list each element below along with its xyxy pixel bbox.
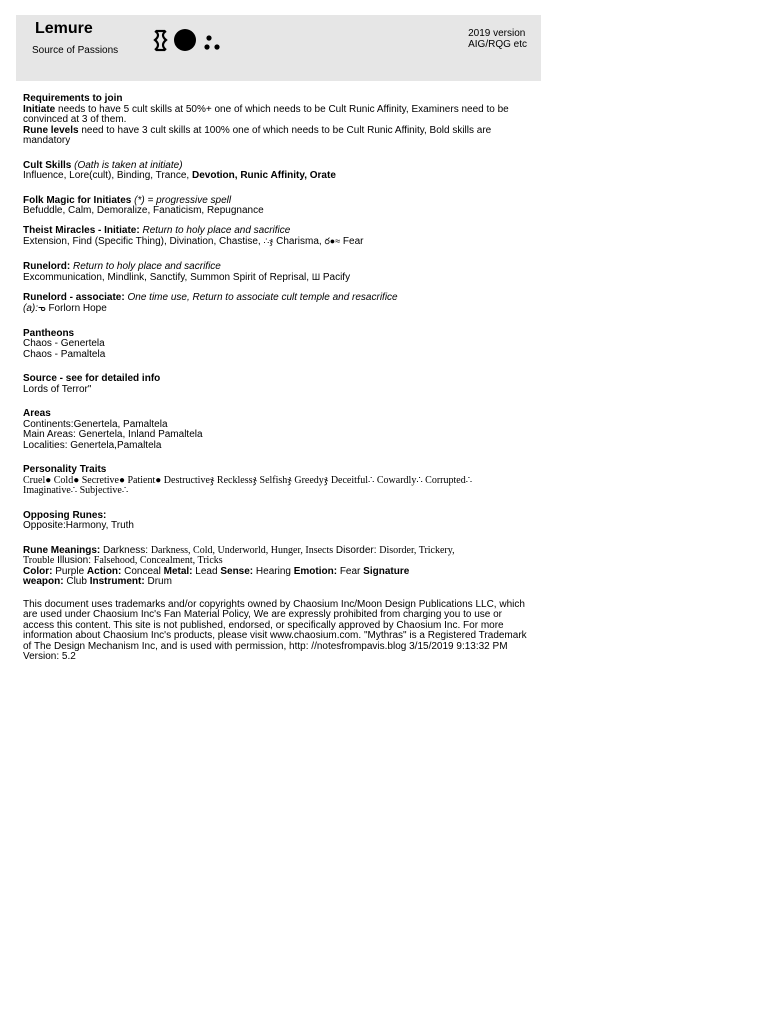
instrument-value: Drum	[144, 576, 172, 587]
initiate-label: Initiate	[23, 103, 56, 115]
folk-magic-section	[23, 196, 535, 217]
requirements-heading: Requirements to join	[23, 93, 123, 104]
emotion-label: Emotion:	[293, 565, 338, 577]
rune-icon: ᓀ	[38, 303, 46, 313]
footer-legal-text: This document uses trademarks and/or copyrights owned by Chaosium Inc/Moon Design Publications LLC, which are used under Chaosium Inc's Fan Material Policy, We are expressly prohibited from charging you to use or access this content. This site is not published, endorsed, or specifically approved by Chaosium Inc. For more information about Chaosium Inc's products, please visit www.chaosium.com. "Mythras" is a Registered Trademark of The Design Mechanism Inc, and is used with permission, http: //notesfrompavis.blog 3/15/2019 9:13:32 PM Version: 5.2	[23, 598, 527, 662]
requirements-section	[23, 94, 535, 147]
runelord-note: Return to holy place and sacrifice	[70, 260, 221, 272]
areas-continents: Continents:Genertela, Pamaltela	[23, 418, 168, 430]
rune-icon: ర●≈	[324, 236, 341, 246]
illusion-text: Falsehood, Concealment, Tricks	[93, 555, 223, 566]
rune-level-requirement	[23, 126, 535, 147]
instrument-label: Instrument:	[89, 576, 145, 587]
cult-skills-list	[23, 171, 535, 182]
darkness-text: Darkness, Cold, Underworld, Hunger, Insects	[150, 544, 334, 556]
action-value: Conceal	[121, 565, 164, 577]
initiate-requirement	[23, 105, 535, 126]
pantheons-heading: Pantheons	[23, 327, 75, 339]
runelord-header	[23, 262, 535, 273]
opposing-text: Opposite:Harmony, Truth	[23, 520, 134, 531]
rune-level-text: need to have 3 cult skills at 100% one of which needs to be Cult Runic Affinity, Bold skills are mandatory	[23, 124, 492, 146]
rune-meanings-section	[23, 546, 535, 588]
personality-heading: Personality Traits	[23, 464, 107, 475]
rune-icon: ∴ჯ	[263, 236, 274, 246]
system-label: AIG/RQG etc	[468, 38, 527, 50]
cult-subtitle: Source of Passions	[32, 45, 119, 56]
rune-attributes-line-2	[23, 577, 535, 588]
theist-note: Return to holy place and sacrifice	[139, 224, 291, 236]
disorder-text: Disorder, Trickery,	[379, 544, 455, 556]
personality-line-2: Imaginative∴ Subjective∴	[23, 485, 129, 496]
associate-note: One time use, Return to associate cult temple and resacrifice	[124, 291, 398, 303]
color-label: Color:	[23, 565, 53, 577]
cult-skills-note: (Oath is taken at initiate)	[71, 159, 183, 171]
source-heading: Source - see for detailed info	[23, 373, 161, 384]
areas-section	[23, 409, 535, 451]
cult-skills-plain: Influence, Lore(cult), Binding, Trance,	[23, 170, 192, 181]
metal-value: Lead	[192, 565, 221, 577]
theist-list	[23, 236, 535, 248]
runelord-section	[23, 262, 535, 284]
cult-header	[16, 15, 541, 81]
darkness-label: Darkness:	[100, 544, 151, 556]
color-value: Purple	[52, 565, 87, 577]
associate-list	[23, 303, 535, 315]
runelord-list-b: Pacify	[320, 272, 351, 283]
illusion-label: Illusion:	[54, 555, 94, 566]
weapon-label: weapon:	[23, 576, 64, 587]
associate-prefix: (a):	[23, 303, 38, 314]
rune-meanings-heading: Rune Meanings:	[23, 544, 101, 556]
areas-localities: Localities: Genertela,Pamaltela	[23, 439, 162, 451]
pantheon-item: Chaos - Genertela	[23, 338, 105, 349]
areas-heading: Areas	[23, 408, 51, 419]
theist-heading: Theist Miracles - Initiate:	[23, 224, 140, 236]
cult-title: Lemure	[35, 20, 93, 37]
initiate-text: needs to have 5 cult skills at 50%+ one of which needs to be Cult Runic Affinity, Examiners need to be convinced at 3 of them.	[23, 103, 509, 125]
cult-skills-heading: Cult Skills	[23, 159, 72, 171]
disorder-label: Disorder:	[333, 544, 380, 556]
theist-section	[23, 226, 535, 248]
theist-list-b: Charisma,	[273, 236, 325, 247]
theist-header	[23, 226, 535, 237]
personality-line-1: Cruel● Cold● Secretive● Patient● Destructiveჯ Recklessჯ Selfishჯ Greedyჯ Deceitful∴ Cowardly∴ Corrupted∴	[23, 474, 473, 486]
cult-skills-section	[23, 161, 535, 182]
theist-list-a: Extension, Find (Specific Thing), Divination, Chastise,	[23, 236, 264, 247]
cult-content	[23, 94, 535, 663]
pantheon-item: Chaos - Pamaltela	[23, 348, 106, 360]
associate-section	[23, 293, 535, 315]
rune-level-label: Rune levels	[23, 124, 79, 136]
associate-spell: Forlorn Hope	[45, 303, 107, 314]
version-info	[468, 29, 527, 50]
trouble-text: Trouble	[23, 555, 55, 566]
action-label: Action:	[86, 565, 122, 577]
folk-magic-note: (*) = progressive spell	[131, 194, 232, 206]
runelord-list	[23, 272, 535, 284]
personality-section	[23, 465, 535, 497]
areas-main: Main Areas: Genertela, Inland Pamaltela	[23, 429, 203, 440]
opposing-heading: Opposing Runes:	[23, 509, 107, 521]
sense-value: Hearing	[253, 565, 294, 577]
opposing-section	[23, 511, 535, 532]
cult-skills-bold: Devotion, Runic Affinity, Orate	[191, 170, 336, 181]
runelord-list-a: Excommunication, Mindlink, Sanctify, Summon Spirit of Reprisal,	[23, 272, 312, 283]
rune-icon: Ш	[311, 272, 321, 282]
pantheons-section	[23, 329, 535, 361]
sense-label: Sense:	[220, 565, 254, 577]
weapon-value: Club	[63, 576, 90, 587]
source-text: Lords of Terror"	[23, 383, 92, 395]
version-label: 2019 version	[468, 28, 526, 39]
theist-list-c: Fear	[340, 236, 364, 247]
folk-magic-heading: Folk Magic for Initiates	[23, 194, 132, 206]
cult-runes-icon	[152, 27, 226, 55]
signature-label: Signature	[363, 565, 410, 577]
emotion-value: Fear	[337, 565, 364, 577]
source-section	[23, 374, 535, 395]
associate-header	[23, 293, 535, 304]
metal-label: Metal:	[163, 565, 193, 577]
folk-magic-list: Befuddle, Calm, Demoralize, Fanaticism, Repugnance	[23, 205, 264, 216]
runelord-heading: Runelord:	[23, 260, 71, 272]
associate-heading: Runelord - associate:	[23, 291, 125, 303]
